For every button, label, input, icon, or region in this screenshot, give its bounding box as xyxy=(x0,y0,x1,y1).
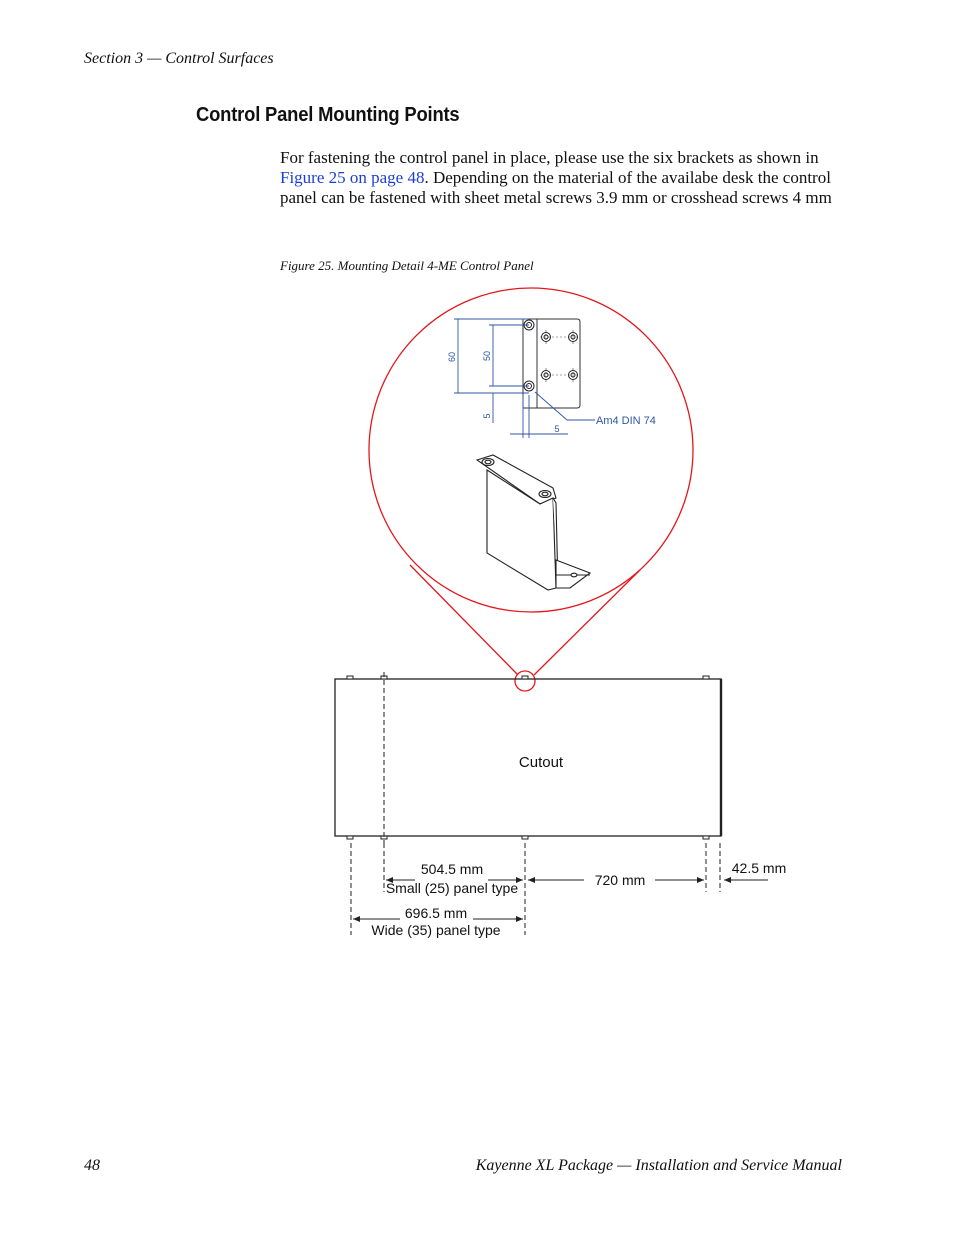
manual-title: Kayenne XL Package — Installation and Service Manual xyxy=(475,1157,842,1174)
wide-width-value: 696.5 mm xyxy=(404,905,468,921)
wide-panel-label: Wide (35) panel type xyxy=(371,922,501,938)
bracket-3d-view xyxy=(477,455,590,590)
figure-reference-link[interactable]: Figure 25 on page 48 xyxy=(280,168,425,187)
bracket-top-view xyxy=(523,319,580,408)
dim-5-vertical-label: 5 xyxy=(482,413,492,419)
paragraph-text-end: . Depending on the material of the availabe desk the control panel can be fastened with sheet metal screws 3.9 mm or crosshead screws 4 mm xyxy=(280,168,832,207)
paragraph-text-start: For fastening the control panel in place, please use the six brackets as shown in xyxy=(280,148,819,167)
figure-caption: Figure 25. Mounting Detail 4-ME Control Panel xyxy=(280,258,534,273)
dim-50-label: 50 xyxy=(482,350,492,362)
page-number: 48 xyxy=(84,1157,100,1174)
section-header: Section 3 — Control Surfaces xyxy=(84,50,274,67)
cutout-label: Cutout xyxy=(518,754,564,771)
magnifier-leader-left xyxy=(410,565,518,675)
screw-spec-label: Am4 DIN 74 xyxy=(596,415,656,427)
cutout-width-value: 720 mm xyxy=(594,872,646,888)
dim-5-horizontal-label: 5 xyxy=(554,424,560,434)
small-width-value: 504.5 mm xyxy=(420,861,484,877)
dim-60-label: 60 xyxy=(447,351,457,363)
edge-offset-value: 42.5 mm xyxy=(731,860,787,876)
section-title: Control Panel Mounting Points xyxy=(196,104,460,126)
magnifier-focus-circle xyxy=(515,671,535,691)
small-panel-label: Small (25) panel type xyxy=(385,880,519,896)
